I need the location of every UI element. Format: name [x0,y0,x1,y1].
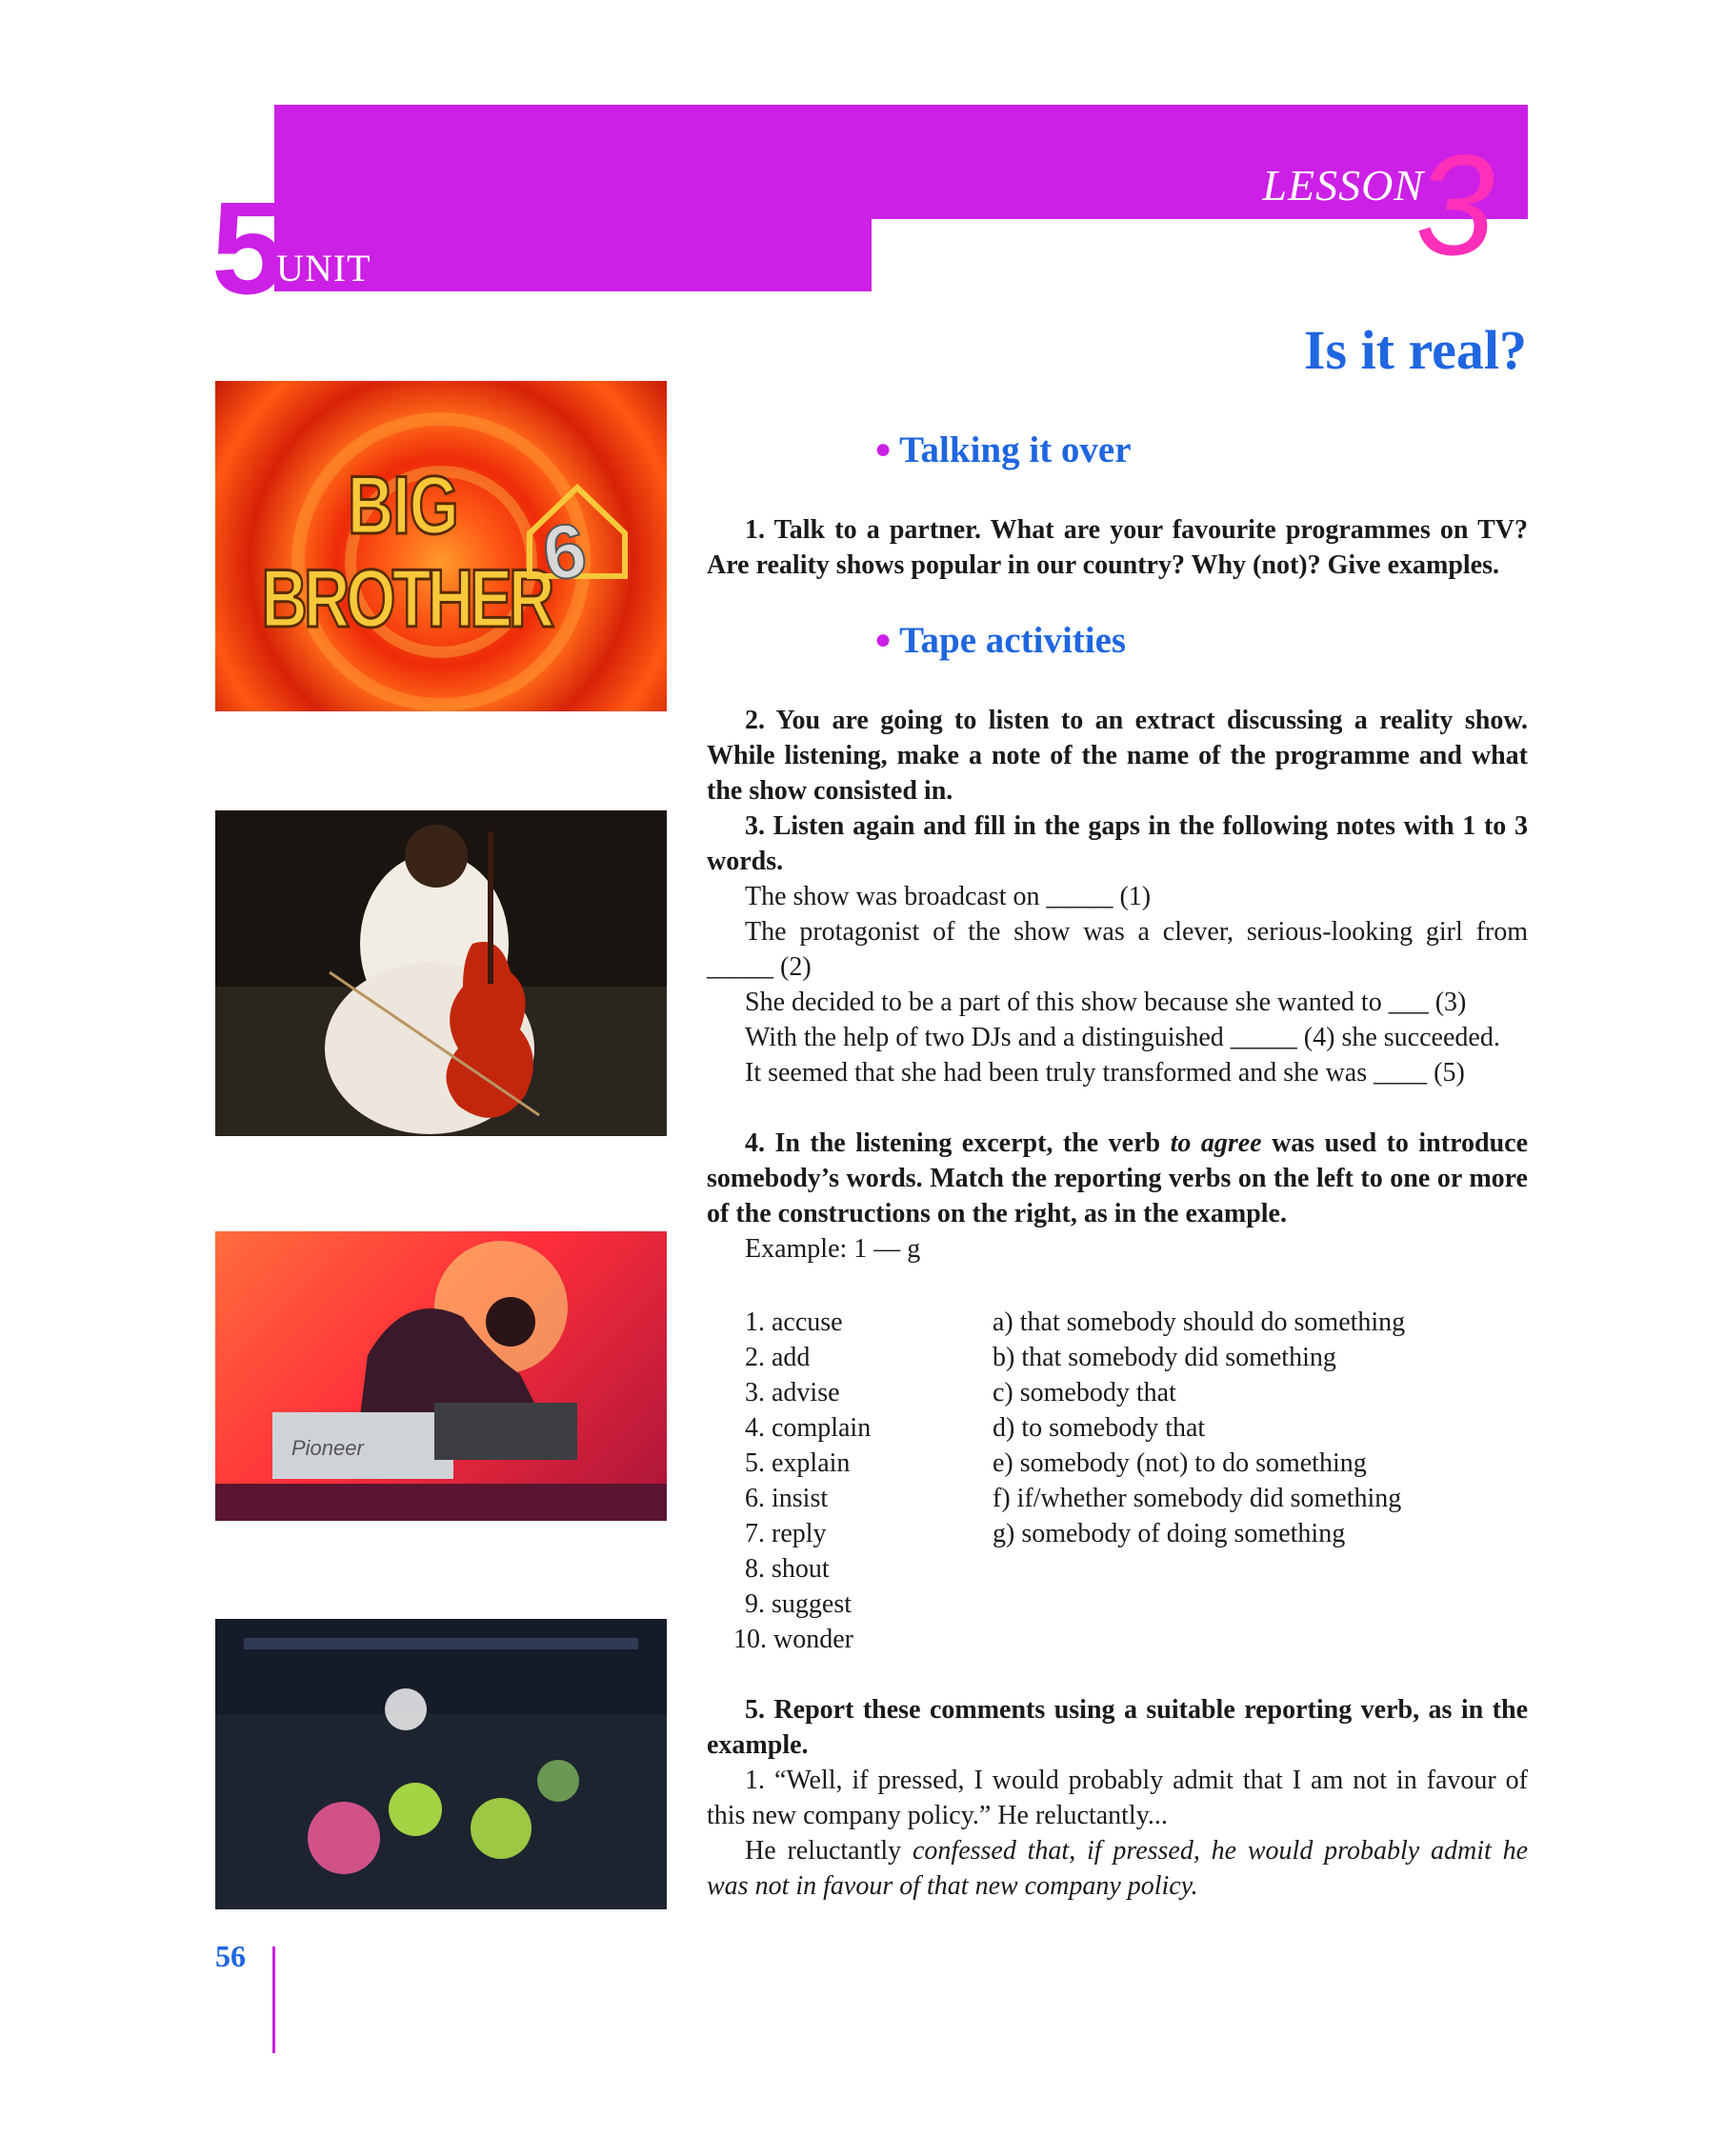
note-5: It seemed that she had been truly transformed and she was ____ (5) [745,1058,1465,1088]
exercise-3: 3. Listen again and fill in the gaps in the following notes with 1 to 3 words. [707,811,1528,876]
exercise-4-text-a: 4. In the listening excerpt, the verb [745,1128,1171,1158]
construction-item: f) if/whether somebody did something [993,1484,1402,1513]
photo-club-floor [215,1619,667,1909]
verb-item: 1. accuse [745,1308,843,1337]
heading-talking-text: Talking it over [899,429,1132,470]
heading-tape-text: Tape activities [899,620,1127,661]
page-number-rule [272,1946,275,2053]
example-line: Example: 1 — g [745,1234,921,1264]
section-heading-tape [874,619,1446,662]
constructions-list [993,1305,1405,1551]
exercise-4 [707,1126,1528,1231]
verb-item: 8. shout [745,1554,830,1584]
note-4: With the help of two DJs and a distinguished _____ (4) she succeeded. [745,1023,1500,1052]
construction-item: a) that somebody should do something [993,1308,1406,1337]
verb-item: 10. wonder [733,1625,853,1654]
exercise-5-item-1: 1. “Well, if pressed, I would probably admit that I am not in favour of this new company policy.” He reluctantly... [707,1766,1528,1830]
big-brother-logo-line1: BIG [347,460,459,551]
unit-number: 5 [211,175,285,322]
verb-item: 2. add [745,1343,811,1372]
page-number: 56 [215,1939,246,1973]
note-1: The show was broadcast on _____ (1) [745,882,1152,911]
verb-item: 6. insist [745,1484,829,1513]
exercise-2: 2. You are going to listen to an extract discussing a reality show. While listening, make a note of the name of the programme and what the show consisted in. [707,706,1528,806]
construction-item: e) somebody (not) to do something [993,1448,1367,1478]
exercise-5: 5. Report these comments using a suitable reporting verb, as in the example. [707,1695,1528,1760]
answer-italic: confessed that, if pressed, he would probably admit he was not in favour of that new company policy. [707,1836,1529,1901]
lesson-label: LESSON [1262,161,1424,210]
reporting-verbs-list [733,1305,872,1657]
exercise-5-answer [707,1833,1528,1904]
exercise-5-block [707,1692,1528,1904]
construction-item: g) somebody of doing something [993,1519,1346,1548]
exercise-4-text-b: was used to introduce somebody’s words. Match the reporting verbs on the left to one or more of the constructions on the right, as in the example. [707,1128,1529,1228]
unit-label: UNIT [276,247,371,289]
construction-item: b) that somebody did something [993,1343,1336,1372]
note-3: She decided to be a part of this show because she wanted to ___ (3) [745,988,1467,1017]
photo-big-brother [215,381,667,711]
photo-cellist [215,810,667,1136]
note-2: The protagonist of the show was a clever, serious-looking girl from _____ (2) [707,917,1528,982]
big-brother-logo-line2: BROTHER [261,553,555,645]
construction-item: c) somebody that [993,1378,1176,1407]
verb-item: 7. reply [745,1519,827,1548]
answer-plain: He reluctantly [745,1836,913,1866]
lesson-number: 3 [1415,125,1495,285]
verb-item: 9. suggest [745,1589,852,1619]
page-title: Is it real? [1303,319,1527,381]
bullet-icon: ● [874,624,893,655]
section-heading-talking [874,429,1446,471]
verb-item: 4. complain [745,1413,872,1443]
photo-dj [215,1231,667,1521]
tape-activities-body [707,703,1528,1267]
bullet-icon: ● [874,433,893,465]
big-brother-logo-number: 6 [537,507,592,597]
verb-item: 3. advise [745,1378,840,1407]
exercise-1: 1. Talk to a partner. What are your favourite programmes on TV? Are reality shows popular in our country? Why (not)? Give examples. [707,515,1528,580]
verb-item: 5. explain [745,1448,851,1478]
construction-item: d) to somebody that [993,1413,1206,1443]
exercise-4-verb: to agree [1170,1128,1262,1158]
turntable-brand: Pioneer [291,1436,364,1460]
